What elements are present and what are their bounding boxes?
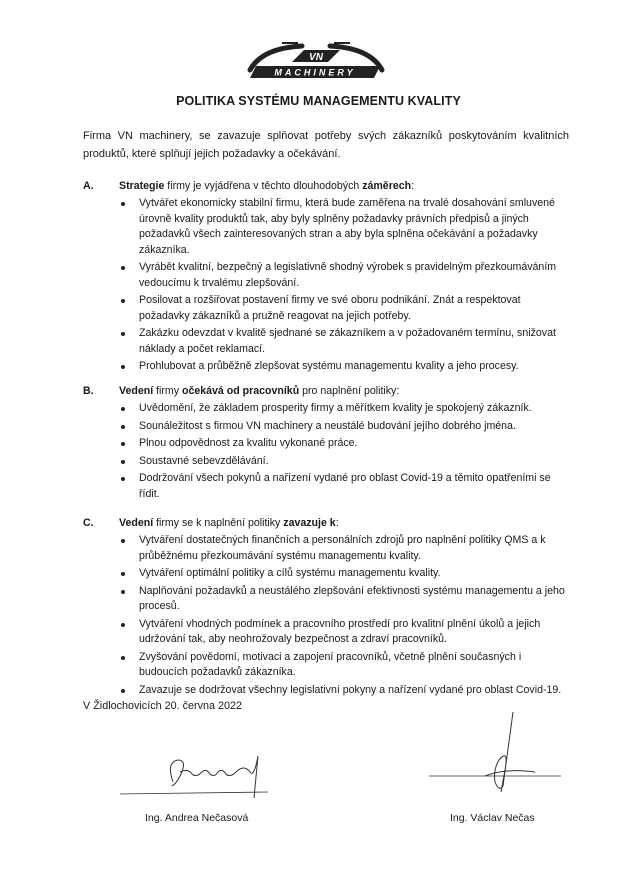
- section-letter: A.: [83, 180, 94, 192]
- signature-andrea: [118, 742, 278, 807]
- page-title: POLITIKA SYSTÉMU MANAGEMENTU KVALITY: [176, 94, 461, 108]
- section-letter: C.: [83, 517, 94, 529]
- list-item: Soustavné sebevzdělávání.: [119, 454, 569, 470]
- list-item: Zavazuje se dodržovat všechny legislativní pokyny a nařízení vydané pro oblast Covid-19.: [119, 683, 569, 699]
- section-list: [119, 196, 569, 377]
- list-item: Zvyšování povědomí, motivaci a zapojení pracovníků, včetně plnění současných i budoucích požadavků zákazníka.: [119, 650, 569, 681]
- logo-top-text: VN: [309, 52, 323, 63]
- list-item: Vytvářet ekonomicky stabilní firmu, která bude zaměřena na trvalé dosahování smluvené úrovně kvality produktů tak, aby byly splněny požadavky právních předpisů a jiných požadavků všech zainteresovaných stran a aby byla splněna očekávání a požadavky zákazníka.: [119, 196, 569, 258]
- list-item: Dodržování všech pokynů a nařízení vydané pro oblast Covid-19 a těmito opatřeními se řídit.: [119, 471, 569, 502]
- list-item: Vytváření optimální politiky a cílů systému managementu kvality.: [119, 566, 569, 582]
- section-heading: Strategie firmy je vyjádřena v těchto dlouhodobých záměrech:: [119, 180, 415, 192]
- company-logo: [242, 40, 390, 84]
- list-item: Vyrábět kvalitní, bezpečný a legislativně shodný výrobek s pravidelným přezkoumáváním vedoucímu k trvalému zlepšování.: [119, 260, 569, 291]
- section-heading: Vedení firmy se k naplnění politiky zavazuje k:: [119, 517, 339, 529]
- section-list: [119, 401, 569, 504]
- list-item: Uvědomění, že základem prosperity firmy a měřítkem kvality je spokojený zákazník.: [119, 401, 569, 417]
- section-list: [119, 533, 569, 700]
- list-item: Sounáležitost s firmou VN machinery a neustálé budování jejího dobrého jména.: [119, 419, 569, 435]
- signature-name: Ing. Andrea Nečasová: [145, 812, 249, 824]
- section-heading: Vedení firmy očekává od pracovníků pro naplnění politiky:: [119, 385, 400, 397]
- signature-name: Ing. Václav Nečas: [450, 812, 535, 824]
- signature-vaclav: [425, 710, 565, 805]
- list-item: Posilovat a rozšiřovat postavení firmy ve své oboru podnikání. Znát a respektovat požadavky zákazníků a pružně reagovat na jejich potřeby.: [119, 293, 569, 324]
- section-letter: B.: [83, 385, 94, 397]
- list-item: Zakázku odevzdat v kvalitě sjednané se zákazníkem a v požadovaném termínu, snižovat náklady a počet reklamací.: [119, 326, 569, 357]
- list-item: Naplňování požadavků a neustálého zlepšování efektivnosti systému managementu a jeho procesů.: [119, 584, 569, 615]
- place-date: V Židlochovicích 20. června 2022: [83, 700, 243, 712]
- intro-paragraph: Firma VN machinery, se zavazuje splňovat potřeby svých zákazníků poskytováním kvalitních produktů, které splňují jejich požadavky a očekávání.: [83, 130, 569, 160]
- logo-bottom-text: MACHINERY: [274, 67, 356, 78]
- list-item: Prohlubovat a průběžně zlepšovat systému managementu kvality a jeho procesy.: [119, 359, 569, 375]
- list-item: Vytváření vhodných podmínek a pracovního prostředí pro kvalitní plnění úkolů a jejich udržování tak, aby neohrožovaly bezpečnost a zdraví pracovníků.: [119, 617, 569, 648]
- list-item: Plnou odpovědnost za kvalitu vykonané práce.: [119, 436, 569, 452]
- list-item: Vytváření dostatečných finančních a personálních zdrojů pro naplnění politiky QMS a k průběžnému přezkoumávání systému managementu kvality.: [119, 533, 569, 564]
